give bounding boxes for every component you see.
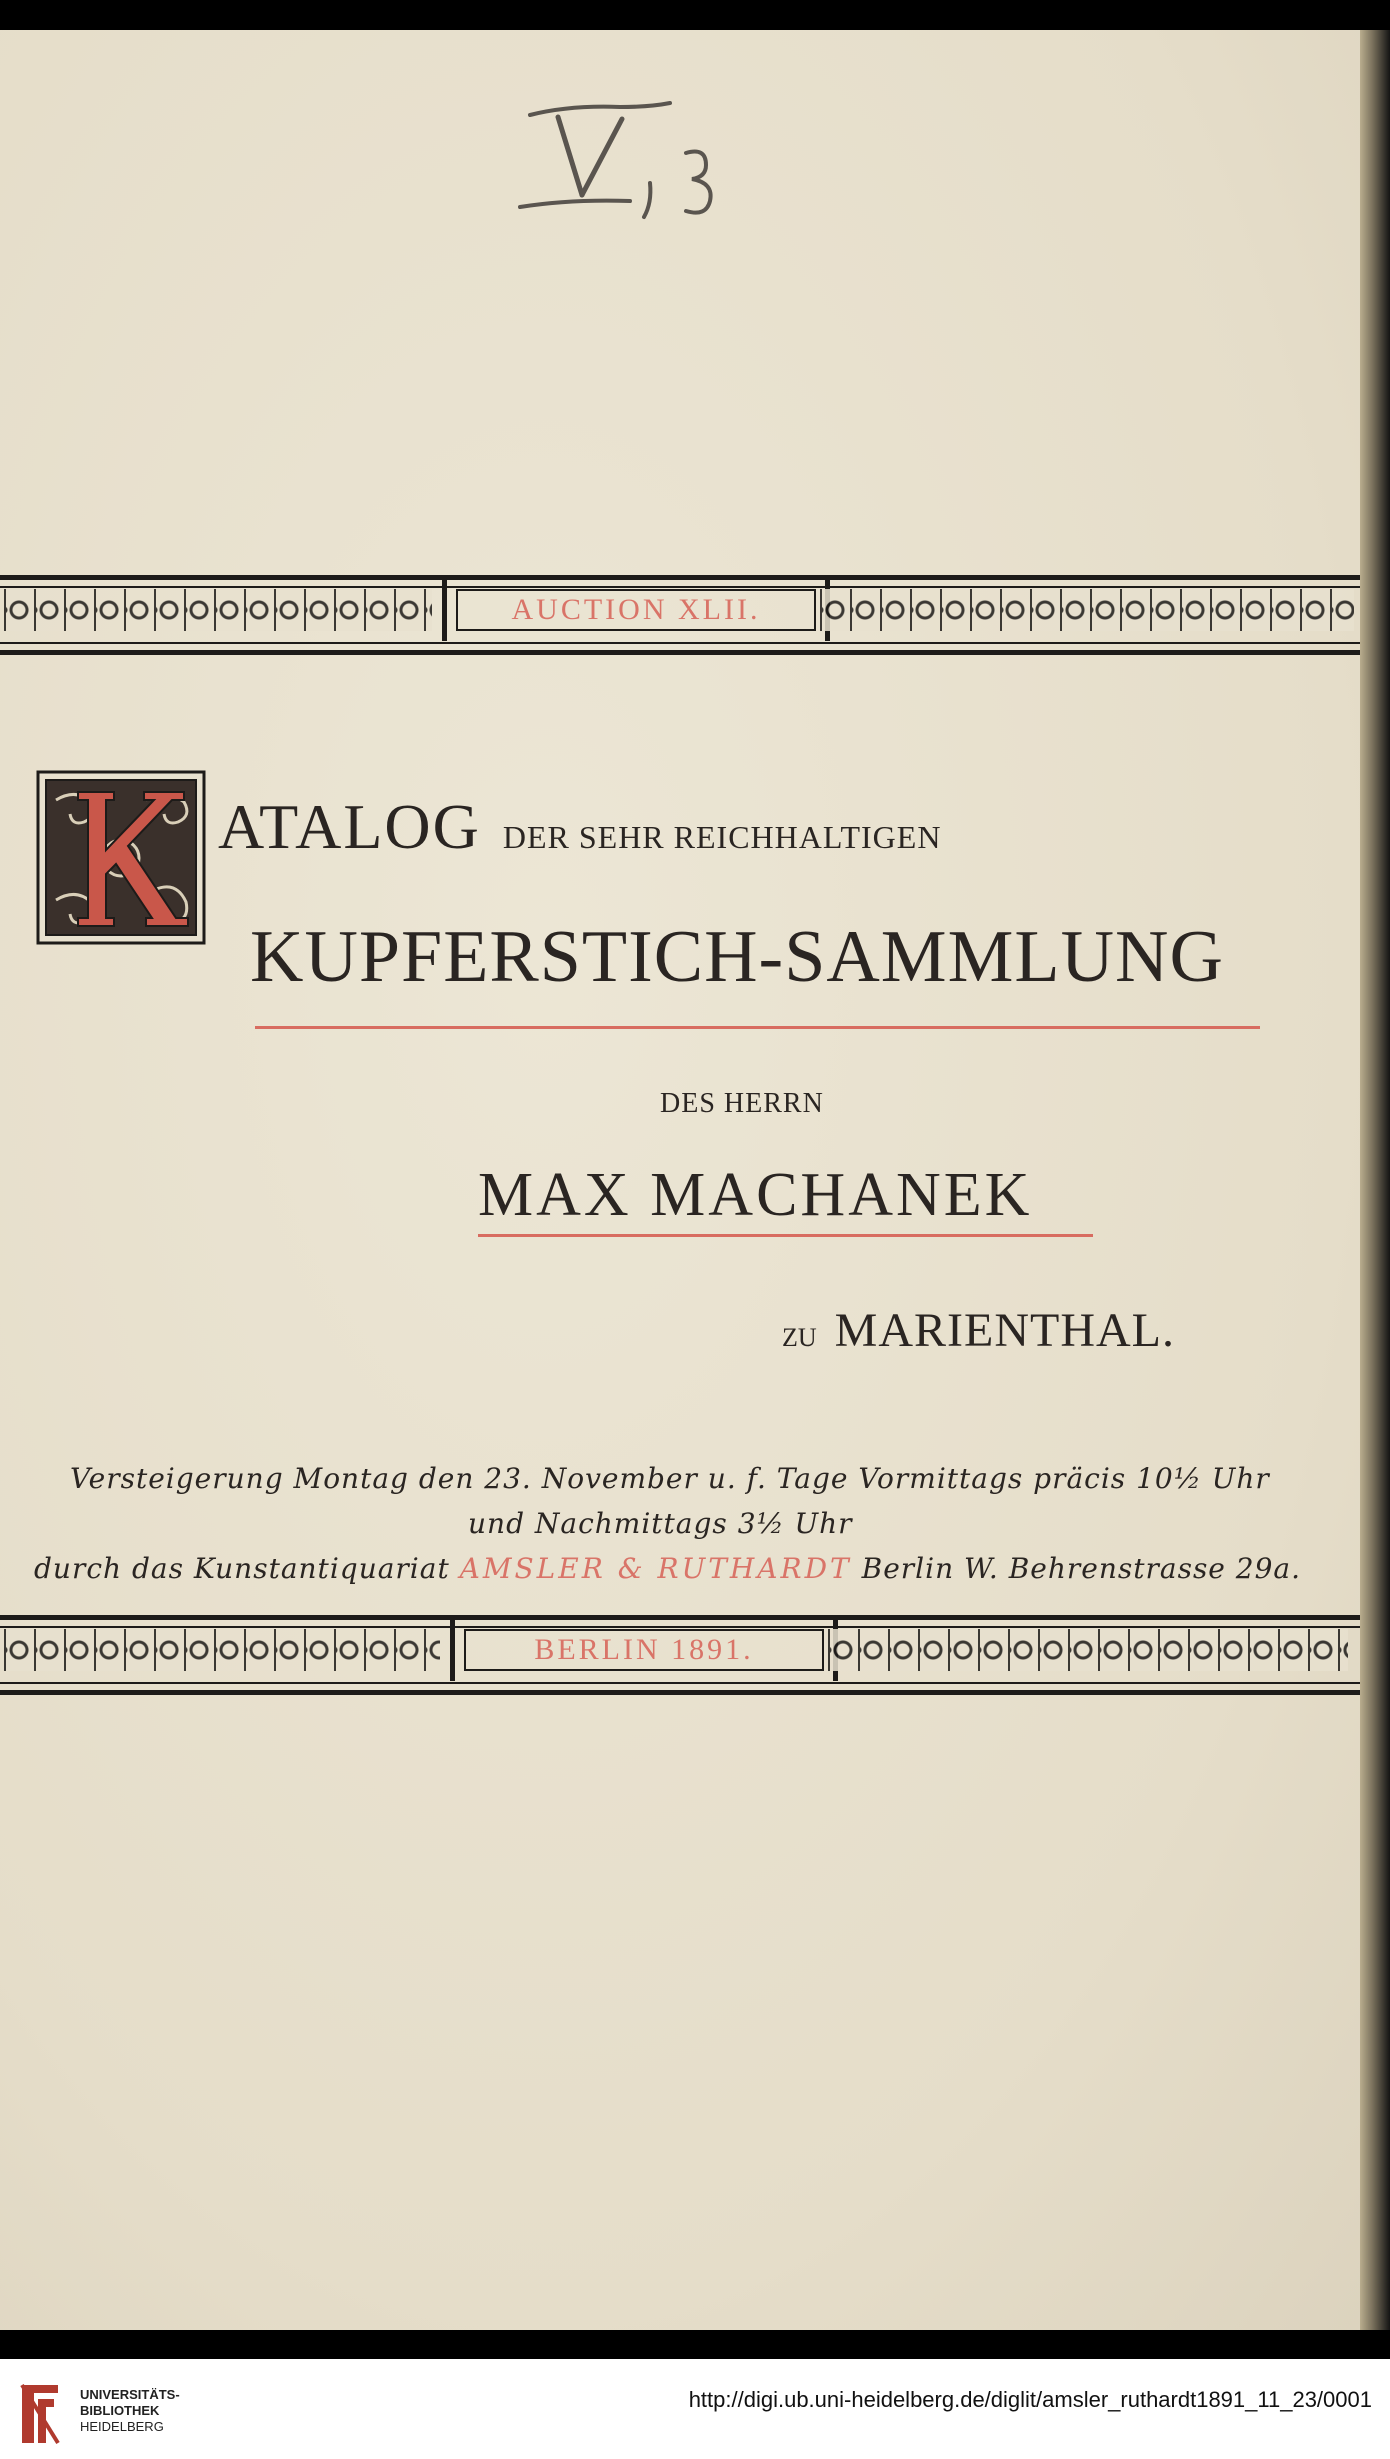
place-date-label: BERLIN 1891. [464,1629,824,1671]
title-catalog-word: ATALOG [218,791,481,862]
auction-info-line2: und Nachmittags 3½ Uhr [468,1507,853,1540]
title-subtitle: DER SEHR REICHHALTIGEN [502,819,942,855]
auction-info-line1: Versteigerung Montag den 23. November u. f. Tage Vormittags präcis 10½ Uhr [70,1462,1270,1495]
collection-title: KUPFERSTICH-SAMMLUNG [250,916,1224,998]
ornament-right [820,589,1354,631]
place-date-label-box [450,1619,838,1681]
auction-label-box [442,579,830,641]
logo-line3: HEIDELBERG [80,2419,164,2434]
ornament-right [828,1629,1348,1671]
owner-prefix: DES HERRN [660,1088,824,1119]
footer-bar [0,2359,1390,2459]
auction-label: AUCTION XLII. [456,589,816,631]
decorated-initial-k [36,770,206,945]
owner-underline [478,1234,1093,1237]
bottom-ornament-band [0,1615,1360,1695]
handwritten-shelfmark [510,95,740,245]
library-logo-icon [14,2379,66,2449]
place-prefix: ZU [782,1323,817,1352]
library-logo-text [80,2387,180,2435]
ornament-left [4,1629,440,1671]
source-url[interactable]: http://digi.ub.uni-heidelberg.de/diglit/amsler_ruthardt1891_11_23/0001 [688,2387,1372,2412]
auction-info-pre: durch das Kunstantiquariat [34,1552,450,1585]
place-line [782,1303,1175,1358]
ornament-left [4,589,432,631]
auction-house-name: AMSLER & RUTHARDT [459,1552,852,1585]
logo-line2: BIBLIOTHEK [80,2403,160,2418]
owner-name: MAX MACHANEK [478,1161,1033,1229]
auction-info-line3 [34,1552,1301,1585]
title-underline [255,1026,1260,1029]
auction-info-address: Berlin W. Behrenstrasse 29a. [861,1552,1301,1585]
catalog-title-line1 [218,790,941,864]
logo-line1: UNIVERSITÄTS- [80,2387,180,2402]
place-name: MARIENTHAL. [834,1304,1175,1357]
page-edge [1360,30,1390,2330]
top-ornament-band [0,575,1360,655]
